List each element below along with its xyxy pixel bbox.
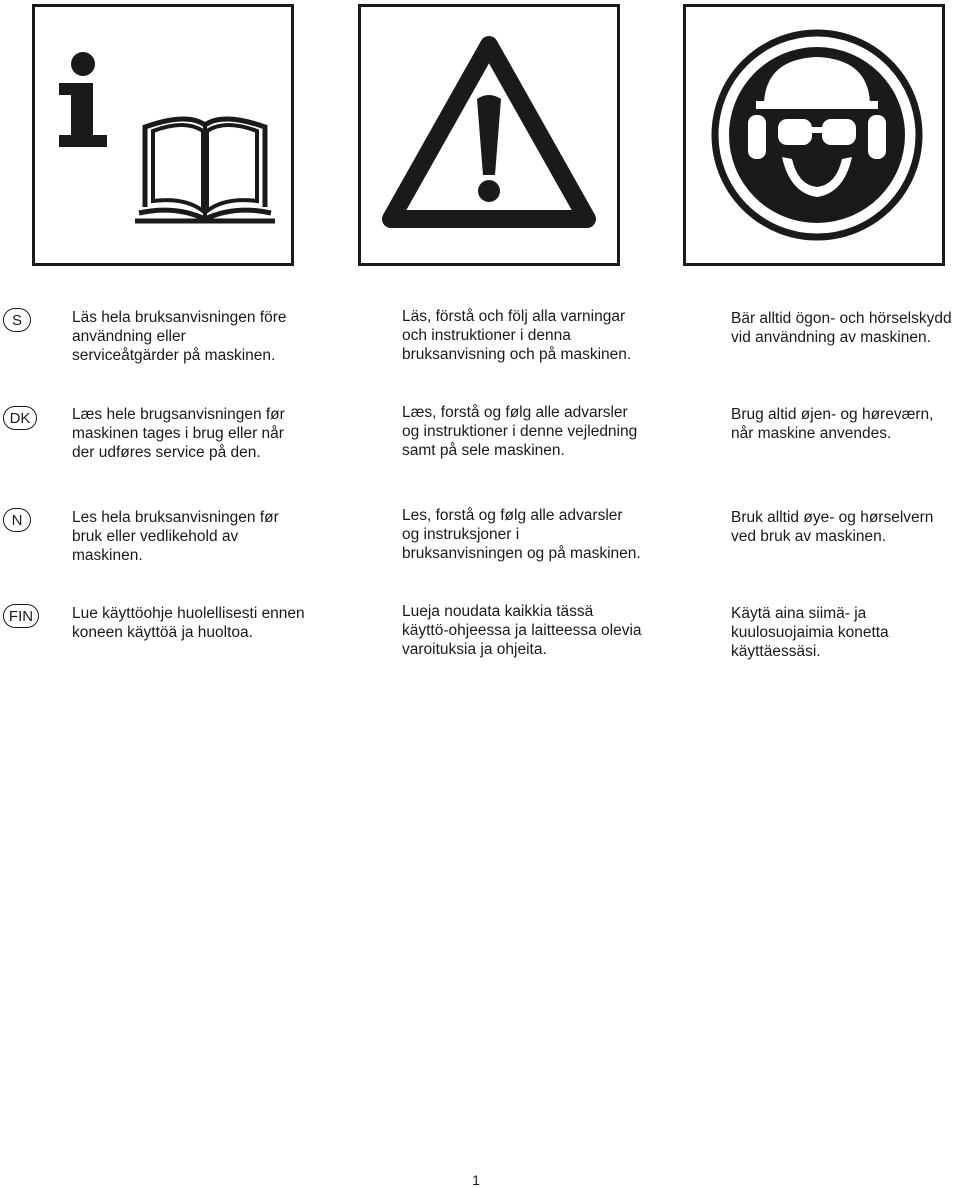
text-n-warning: Les, forstå og følg alle advarsler og instruksjoner i bruksanvisningen og på maskinen. — [402, 507, 641, 562]
warning-symbol — [358, 4, 620, 266]
warning-triangle-icon — [361, 7, 617, 263]
language-badge-dk: DK — [3, 406, 37, 430]
text-s-warning: Läs, förstå och följ alla varningar och instruktioner i denna bruksanvisning och på maskinen. — [402, 308, 632, 363]
text-fin-warning: Lueja noudata kaikkia tässä käyttö-ohjeessa ja laitteessa olevia varoituksia ja ohjeita. — [402, 603, 642, 658]
language-badge-s: S — [3, 308, 31, 332]
page-number: 1 — [472, 1172, 480, 1188]
text-dk-protection: Brug altid øjen- og høreværn, når maskine anvendes. — [731, 406, 934, 442]
protection-symbol — [683, 4, 945, 266]
language-badge-fin: FIN — [3, 604, 39, 628]
eye-ear-protection-icon — [686, 7, 942, 263]
read-manual-symbol — [32, 4, 294, 266]
text-fin-manual: Lue käyttöohje huolellisesti ennen koneen käyttöä ja huoltoa. — [72, 605, 305, 641]
text-fin-protection: Käytä aina siimä- ja kuulosuojaimia konetta käyttäessäsi. — [731, 605, 889, 660]
language-badge-n: N — [3, 508, 31, 532]
text-dk-warning: Læs, forstå og følg alle advarsler og instruktioner i denne vejledning samt på sele maskinen. — [402, 404, 638, 459]
text-n-manual: Les hela bruksanvisningen før bruk eller vedlikehold av maskinen. — [72, 509, 279, 564]
info-manual-icon — [35, 7, 291, 263]
text-n-protection: Bruk alltid øye- og hørselvern ved bruk av maskinen. — [731, 509, 934, 545]
text-s-protection: Bär alltid ögon- och hörselskydd vid användning av maskinen. — [731, 310, 952, 346]
text-dk-manual: Læs hele brugsanvisningen før maskinen tages i brug eller når der udføres service på den. — [72, 406, 285, 461]
text-s-manual: Läs hela bruksanvisningen före användning eller serviceåtgärder på maskinen. — [72, 309, 287, 364]
